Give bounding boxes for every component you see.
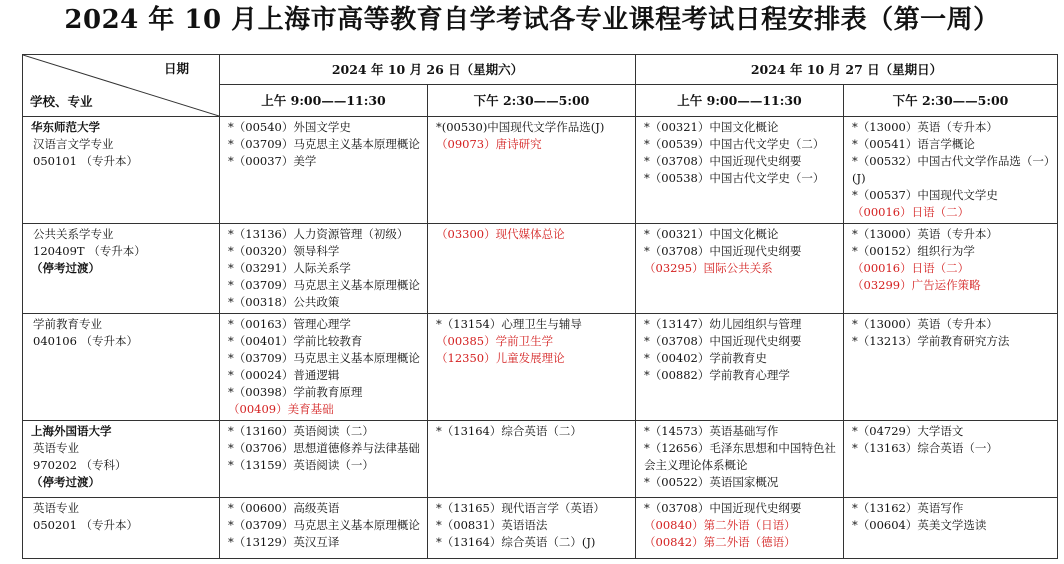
course-item: *（00831）英语语法: [436, 518, 548, 532]
course-item: *（13000）英语（专升本）: [852, 120, 998, 134]
course-item: （00840）第二外语（日语）: [644, 518, 796, 532]
course-item: *（13165）现代语言学（英语）: [436, 501, 605, 515]
course-item: （12350）儿童发展理论: [436, 351, 565, 365]
suspension-note: （停考过渡）: [31, 475, 100, 489]
course-item: *（13162）英语写作: [852, 501, 964, 515]
course-item: *（00318）公共政策: [228, 295, 340, 309]
course-item: *（00402）学前教育史: [644, 351, 767, 365]
course-item: （03295）国际公共关系: [644, 261, 773, 275]
day1-pm-header: 下午 2:30——5:00: [428, 85, 636, 117]
d1-pm-cell: [428, 117, 636, 224]
course-item: *（13129）英汉互译: [228, 535, 340, 549]
course-item: （00016）日语（二）: [852, 261, 970, 275]
course-item: （00016）日语（二）: [852, 205, 970, 219]
course-item: （00842）第二外语（德语）: [644, 535, 796, 549]
header-row-dates: [23, 55, 1058, 85]
course-item: *（00320）领导科学: [228, 244, 340, 258]
d2-am-cell: [636, 117, 844, 224]
course-item: *（03708）中国近现代史纲要: [644, 154, 802, 168]
d1-am-cell: [220, 117, 428, 224]
course-item: *（00024）普通逻辑: [228, 368, 340, 382]
course-item: *（13136）人力资源管理（初级）: [228, 227, 409, 241]
course-item: *（00163）管理心理学: [228, 317, 351, 331]
course-item: *（03708）中国近现代史纲要: [644, 334, 802, 348]
table-row: [23, 117, 1058, 224]
d1-am-cell: [220, 421, 428, 498]
course-item: *（03709）马克思主义基本原理概论: [228, 278, 420, 292]
major-name: 英语专业: [33, 501, 79, 515]
schedule-body: [23, 117, 1058, 559]
day2-am-header: 上午 9:00——11:30: [636, 85, 844, 117]
d2-am-cell: [636, 314, 844, 421]
major-code: 050101 （专升本）: [33, 154, 139, 168]
course-item: *（13164）综合英语（二）: [436, 424, 582, 438]
course-item: *（13163）综合英语（一）: [852, 441, 998, 455]
course-item: *（14573）英语基础写作: [644, 424, 779, 438]
course-item: *（03708）中国近现代史纲要: [644, 501, 802, 515]
course-item: *（03709）马克思主义基本原理概论: [228, 518, 420, 532]
course-item: *（00522）英语国家概况: [644, 475, 779, 489]
course-item: *（00540）外国文学史: [228, 120, 351, 134]
course-item: *（00321）中国文化概论: [644, 120, 779, 134]
course-item: *（00600）高级英语: [228, 501, 340, 515]
course-item: *（13160）英语阅读（二）: [228, 424, 374, 438]
d1-pm-cell: [428, 224, 636, 314]
corner-header-cell: [23, 55, 220, 117]
course-item: （09073）唐诗研究: [436, 137, 542, 151]
course-item: *（13000）英语（专升本）: [852, 317, 998, 331]
d1-pm-cell: [428, 421, 636, 498]
school-major-cell: [23, 421, 220, 498]
table-row: [23, 498, 1058, 559]
course-item: *（00401）学前比较教育: [228, 334, 363, 348]
course-item: （00409）美育基础: [228, 402, 334, 416]
course-item: *（00398）学前教育原理: [228, 385, 363, 399]
d1-am-cell: [220, 498, 428, 559]
table-row: [23, 314, 1058, 421]
course-item: *（13213）学前教育研究方法: [852, 334, 1010, 348]
course-item: *（00538）中国古代文学史（一）: [644, 171, 825, 185]
school-major-cell: [23, 224, 220, 314]
major-code: 050201 （专升本）: [33, 518, 139, 532]
suspension-note: （停考过渡）: [31, 261, 100, 275]
major-code: 970202 （专科）: [33, 458, 127, 472]
course-item: *（04729）大学语文: [852, 424, 964, 438]
course-item: （03300）现代媒体总论: [436, 227, 565, 241]
d1-am-cell: [220, 224, 428, 314]
d1-am-cell: [220, 314, 428, 421]
day2-pm-header: 下午 2:30——5:00: [844, 85, 1058, 117]
d2-am-cell: [636, 224, 844, 314]
d2-pm-cell: [844, 314, 1058, 421]
major-name: 学前教育专业: [33, 317, 102, 331]
course-item: *（00321）中国文化概论: [644, 227, 779, 241]
course-item: *（13000）英语（专升本）: [852, 227, 998, 241]
course-item: （03299）广告运作策略: [852, 278, 981, 292]
date-label: 日期: [163, 61, 189, 76]
table-row: [23, 421, 1058, 498]
course-item: *（13147）幼儿园组织与管理: [644, 317, 802, 331]
table-row: [23, 224, 1058, 314]
course-item: *（00037）美学: [228, 154, 317, 168]
page-title: 2024 年 10 月上海市高等教育自学考试各专业课程考试日程安排表（第一周）: [64, 5, 1000, 35]
major-code: 120409T （专升本）: [33, 244, 146, 258]
course-item: *（13154）心理卫生与辅导: [436, 317, 582, 331]
d1-pm-cell: [428, 314, 636, 421]
course-item: *（00604）英美文学选读: [852, 518, 987, 532]
course-item: *（00152）组织行为学: [852, 244, 975, 258]
d2-pm-cell: [844, 224, 1058, 314]
course-item: *（13164）综合英语（二）(J): [436, 535, 596, 549]
course-item: *（03706）思想道德修养与法律基础: [228, 441, 420, 455]
major-code: 040106 （专升本）: [33, 334, 139, 348]
course-item: *（00882）学前教育心理学: [644, 368, 790, 382]
course-item: *（03291）人际关系学: [228, 261, 351, 275]
major-name: 汉语言文学专业: [33, 137, 114, 151]
d2-am-cell: [636, 498, 844, 559]
d1-pm-cell: [428, 498, 636, 559]
course-item: *（00541）语言学概论: [852, 137, 975, 151]
course-item: *(00530)中国现代文学作品选(J): [436, 120, 605, 134]
school-major-cell: [23, 498, 220, 559]
major-name: 英语专业: [33, 441, 79, 455]
day2-header: 2024 年 10 月 27 日（星期日）: [636, 55, 1058, 85]
d2-pm-cell: [844, 498, 1058, 559]
course-item: *（00532）中国古代文学作品选（一）(J): [852, 154, 1050, 185]
d2-am-cell: [636, 421, 844, 498]
course-item: *（03708）中国近现代史纲要: [644, 244, 802, 258]
school-name: 华东师范大学: [31, 120, 100, 134]
school-name: 上海外国语大学: [31, 424, 112, 438]
course-item: *（03709）马克思主义基本原理概论: [228, 351, 420, 365]
school-major-label: 学校、专业: [30, 94, 93, 109]
course-item: *（13159）英语阅读（一）: [228, 458, 374, 472]
course-item: *（00537）中国现代文学史: [852, 188, 998, 202]
d2-pm-cell: [844, 421, 1058, 498]
course-item: （00385）学前卫生学: [436, 334, 554, 348]
day1-am-header: 上午 9:00——11:30: [220, 85, 428, 117]
day1-header: 2024 年 10 月 26 日（星期六）: [220, 55, 636, 85]
school-major-cell: [23, 314, 220, 421]
course-item: *（00539）中国古代文学史（二）: [644, 137, 825, 151]
d2-pm-cell: [844, 117, 1058, 224]
school-major-cell: [23, 117, 220, 224]
course-item: *（12656）毛泽东思想和中国特色社会主义理论体系概论: [644, 441, 836, 472]
major-name: 公共关系学专业: [33, 227, 114, 241]
course-item: *（03709）马克思主义基本原理概论: [228, 137, 420, 151]
schedule-table: [22, 54, 1058, 559]
